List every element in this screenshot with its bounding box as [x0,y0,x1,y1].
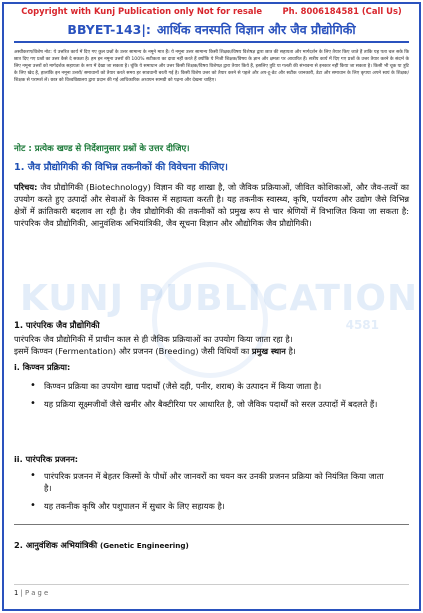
list-item: • यह प्रक्रिया सूक्ष्मजीवों जैसे खमीर और बैक्टीरिया पर आधारित है, जो जैविक पदार्थों को सरल उत्पादों में बदलते हैं। [30,398,393,410]
copyright-text: Copyright with Kunj Publication only Not for resale [21,6,263,16]
course-code: BBYET-143|: [67,21,151,37]
watermark-text: KUNJ PUBLICATION [20,278,419,319]
watermark-phone: 4581 [345,318,379,332]
list-item: • पारंपरिक प्रजनन में बेहतर किस्मों के पौधों और जानवरों का चयन कर उनकी प्रजनन प्रक्रिया को नियंत्रित किया जाता है। [30,470,393,494]
list-item: • यह तकनीक कृषि और पशुपालन में सुधार के लिए सहायक है। [30,500,393,512]
disclaimer-text: अस्वीकरण/विशेष नोट: ये उत्तरित कार्य में दिए गए कुल प्रश्नों के उत्तर सामान्य के नमूने मात्र हैं। ये नमूना उत्तर सामान्य किसी शिक्षक/विषय विशेषज्ञ द्वारा छात्र की सहायता और मार्गदर्शन के लिए तैयार किए जाते हैं ताकि यह पता चल सके कि छात्र दिए गए प्रश्नों का उत्तर कैसे दे सकता है। हम इन नमूना उत्तरों की 100% सटीकता का दावा नहीं करते हैं क्योंकि ये निजी शिक्षक/विषय के ज्ञान और क्षमता पर आधारित हैं। सत्रीय कार्य में दिए गए प्रश्नों के उत्तर तैयार करने के संदर्भ के लिए नमूना उत्तरों को मार्गदर्शक सहायता के रूप में देखा जा सकता है। चूंकि ये समाधान और उत्तर किसी शिक्षक/विषय विशेषज्ञ द्वारा तैयार किये हैं, इसलिए त्रुटि या गलती की संभावना से इनकार नहीं किया जा सकता है। किसी भी चूक या त्रुटि के लिए खेद है, हालांकि इन नमूना उत्तरों/ समाधानों को तैयार करते समय हर सावधानी बरती गई है। किसी विशेष उत्तर को तैयार करने से पहले और अप-टू-डेट और सटीक जानकारी, डेटा और समाधान के लिए कृपया अपने स्वयं के शिक्षक/शिक्षक से परामर्श लें। छात्र को विश्वविद्यालय द्वारा प्रदान की गई आधिकारिक अध्ययन सामग्री को पढ़ना और देखना चाहिए। [14,50,409,83]
para-b-bold: प्रमुख स्थान [251,346,286,356]
page-label: | P a g e [20,589,49,597]
para-b-suffix: है। [285,346,296,356]
subsection-ii-heading: ii. पारंपरिक प्रजनन: [14,454,79,464]
page-footer [14,589,48,597]
intro-text: जैव प्रौद्योगिकी (Biotechnology) विज्ञान की वह शाखा है, जो जैविक प्रक्रियाओं, जीवित कोशिकाओं, और जैव-तत्वों का उपयोग करते हुए उत्पादों और सेवाओं के विकास में सहायता करती है। यह तकनीक स्वास्थ्य, कृषि, पर्यावरण और उद्योग जैसे विभिन्न क्षेत्रों में क्रांतिकारी बदलाव ला रही है। जैव प्रौद्योगिकी की तकनीकों को प्रमुख रूप से चार श्रेणियों में विभाजित किया जा सकता है: पारंपरिक जैव प्रौद्योगिकी, आनुवंशिक अभियांत्रिकी, जैव सूचना विज्ञान और औद्योगिक जैव प्रौद्योगिकी। [14,182,409,229]
subsection-ii-list [30,470,393,518]
course-title: आर्थिक वनस्पति विज्ञान और जैव प्रौद्योगिकी [156,21,356,37]
question-2-prefix: 2. आनुवंशिक अभियांत्रिकी [14,540,100,550]
subsection-i-heading: i. किण्वन प्रक्रिया: [14,362,71,372]
instruction-note: नोट : प्रत्येक खण्ड से निर्देशानुसार प्रश्नों के उत्तर दीजिए। [14,144,190,154]
list-item: • किण्वन प्रक्रिया का उपयोग खाद्य पदार्थों (जैसे दही, पनीर, शराब) के उत्पादन में किया जाता है। [30,380,393,392]
section-divider [14,524,409,525]
section-1-para-b [14,345,409,357]
phone-text: Ph. 8006184581 (Call Us) [282,6,402,16]
question-2-latin: (Genetic Engineering) [99,541,189,550]
question-2-heading [14,540,409,551]
intro-paragraph [14,181,409,229]
footer-divider [14,584,409,585]
section-1-para-a: पारंपरिक जैव प्रौद्योगिकी में प्राचीन काल से ही जैविक प्रक्रियाओं का उपयोग किया जाता रहा है। [14,334,293,344]
subsection-i-list [30,380,393,416]
course-title-bar [14,17,409,43]
para-b-prefix: इसमें किण्वन (Fermentation) और प्रजनन (Breeding) जैसी विधियाँ का [14,346,252,356]
copyright-header [0,6,423,16]
section-1-heading: 1. पारंपरिक जैव प्रौद्योगिकी [14,320,100,330]
page-number: 1 [14,589,19,597]
intro-label: परिचय: [14,182,38,192]
question-1-heading: 1. जैव प्रौद्योगिकी की विभिन्न तकनीकों की विवेचना कीजिए। [14,162,228,173]
